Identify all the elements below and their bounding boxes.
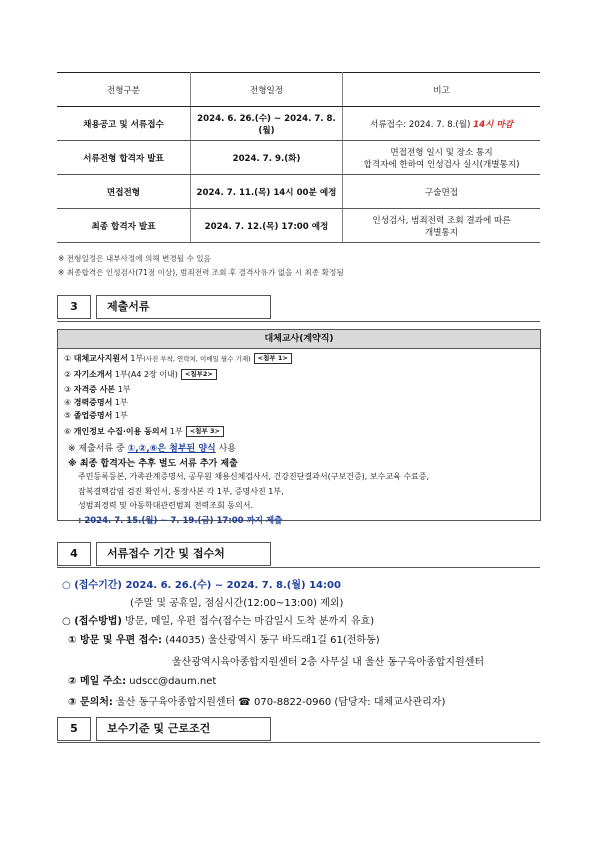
attachment-tag: <첨부2> xyxy=(181,369,217,380)
row-date: 2024. 6. 26.(수) ~ 2024. 7. 8.(월) xyxy=(197,113,336,136)
documents-box-header: 대체교사(계약직) xyxy=(58,330,540,349)
final-docs-line: 성범죄경력 및 아동학대관련범죄 전력조회 동의서. xyxy=(78,501,254,510)
section3-title: 제출서류 xyxy=(96,295,271,319)
section5-title: 보수기준 및 근로조건 xyxy=(96,717,271,741)
section3-divider xyxy=(57,321,540,322)
section4-title: 서류접수 기간 및 접수처 xyxy=(96,542,271,566)
doc-item: ⑥ 개인정보 수집·이용 동의서 1부 <첨부 3> xyxy=(64,426,224,437)
row-note: 인성검사, 범죄전력 조회 결과에 따른 xyxy=(372,215,511,226)
row-date: 2024. 7. 12.(목) 17:00 예정 xyxy=(204,221,329,232)
contact-line: ③ 문의처: 울산 동구육아종합지원센터 ☎ 070-8822-0960 (담당자: 대체교사관리자) xyxy=(68,697,446,708)
table-row xyxy=(57,209,540,243)
table-row xyxy=(57,175,540,209)
note-2: ※ 최종합격은 인성검사(71점 이상), 범죄전력 조회 후 결격사유가 없을 시 최종 확정됨 xyxy=(58,268,344,277)
visit-sub: 울산광역시육아종합지원센터 2층 사무실 내 울산 동구육아종합지원센터 xyxy=(172,657,485,668)
period-sub: (주말 및 공휴일, 점심시간(12:00~13:00) 제외) xyxy=(130,598,344,609)
doc-item: ③ 자격증 사본 1부 xyxy=(64,385,131,394)
section5-divider xyxy=(57,742,540,743)
row-stage: 서류전형 합격자 발표 xyxy=(83,153,164,164)
section4-divider xyxy=(57,567,540,568)
row-note-red: 14시 마감 xyxy=(473,119,513,130)
final-docs-line: 주민등록등본, 가족관계증명서, 공무원 채용신체검사서, 건강진단결과서(구보건증), 보수교육 수료증, xyxy=(78,472,430,481)
period-label: ○ (접수기간) 2024. 6. 26.(수) ~ 2024. 7. 8.(월) 14:00 xyxy=(62,580,341,591)
header-note: 비고 xyxy=(343,73,541,107)
visit-line: ① 방문 및 우편 접수: (44035) 울산광역시 동구 바드래1길 61(전하동) xyxy=(68,635,380,646)
section5-number: 5 xyxy=(57,717,91,741)
schedule-header-row xyxy=(57,73,540,107)
doc-item: ④ 경력증명서 1부 xyxy=(64,398,128,407)
doc-item: ⑤ 졸업증명서 1부 xyxy=(64,411,128,420)
header-date: 전형일정 xyxy=(191,73,343,107)
note-1: ※ 전형일정은 내부사정에 의해 변경될 수 있음 xyxy=(58,254,211,263)
section3-number: 3 xyxy=(57,295,91,319)
final-docs-line: 잠복결핵감염 검진 확인서, 통장사본 각 1부, 증명사진 1부, xyxy=(78,487,284,496)
row-note-2: 개별통지 xyxy=(424,227,459,238)
row-note: 면접전형 일시 및 장소 통지 xyxy=(390,147,493,158)
form-note: ※ 제출서류 중 ①,②,⑥은 첨부된 양식 사용 xyxy=(68,444,236,454)
final-docs-title: ※ 최종 합격자는 추후 별도 서류 추가 제출 xyxy=(68,459,238,469)
row-date: 2024. 7. 9.(화) xyxy=(232,153,301,164)
mail-line: ② 메일 주소: udscc@daum.net xyxy=(68,676,217,687)
doc-item: ② 자기소개서 1부(A4 2장 이내) <첨부2> xyxy=(64,369,217,380)
doc-item: ① 대체교사지원서 1부(사진 부착, 연락처, 이메일 필수 기재) <첨부 1> xyxy=(64,353,292,364)
schedule-table xyxy=(57,72,540,243)
table-row xyxy=(57,141,540,175)
attachment-tag: <첨부 1> xyxy=(254,353,292,364)
header-stage: 전형구분 xyxy=(57,73,191,107)
row-date: 2024. 7. 11.(목) 14시 00분 예정 xyxy=(196,187,337,198)
row-stage: 면접전형 xyxy=(106,187,141,198)
method-line: ○ (접수방법) 방문, 메일, 우편 접수(접수는 마감일시 도착 분까지 유효) xyxy=(62,616,375,627)
row-note: 서류접수: 2024. 7. 8.(월) xyxy=(370,119,471,130)
attachment-tag: <첨부 3> xyxy=(186,426,224,437)
final-docs-deadline: : 2024. 7. 15.(월) ~ 7. 19.(금) 17:00 까지 제출 xyxy=(78,516,283,526)
row-note-2: 합격자에 한하여 인성검사 실시(개별통지) xyxy=(363,159,520,170)
section4-number: 4 xyxy=(57,542,91,566)
row-stage: 채용공고 및 서류접수 xyxy=(83,119,164,130)
table-row xyxy=(57,107,540,141)
row-note: 구술면접 xyxy=(424,187,459,198)
row-stage: 최종 합격자 발표 xyxy=(91,221,156,232)
